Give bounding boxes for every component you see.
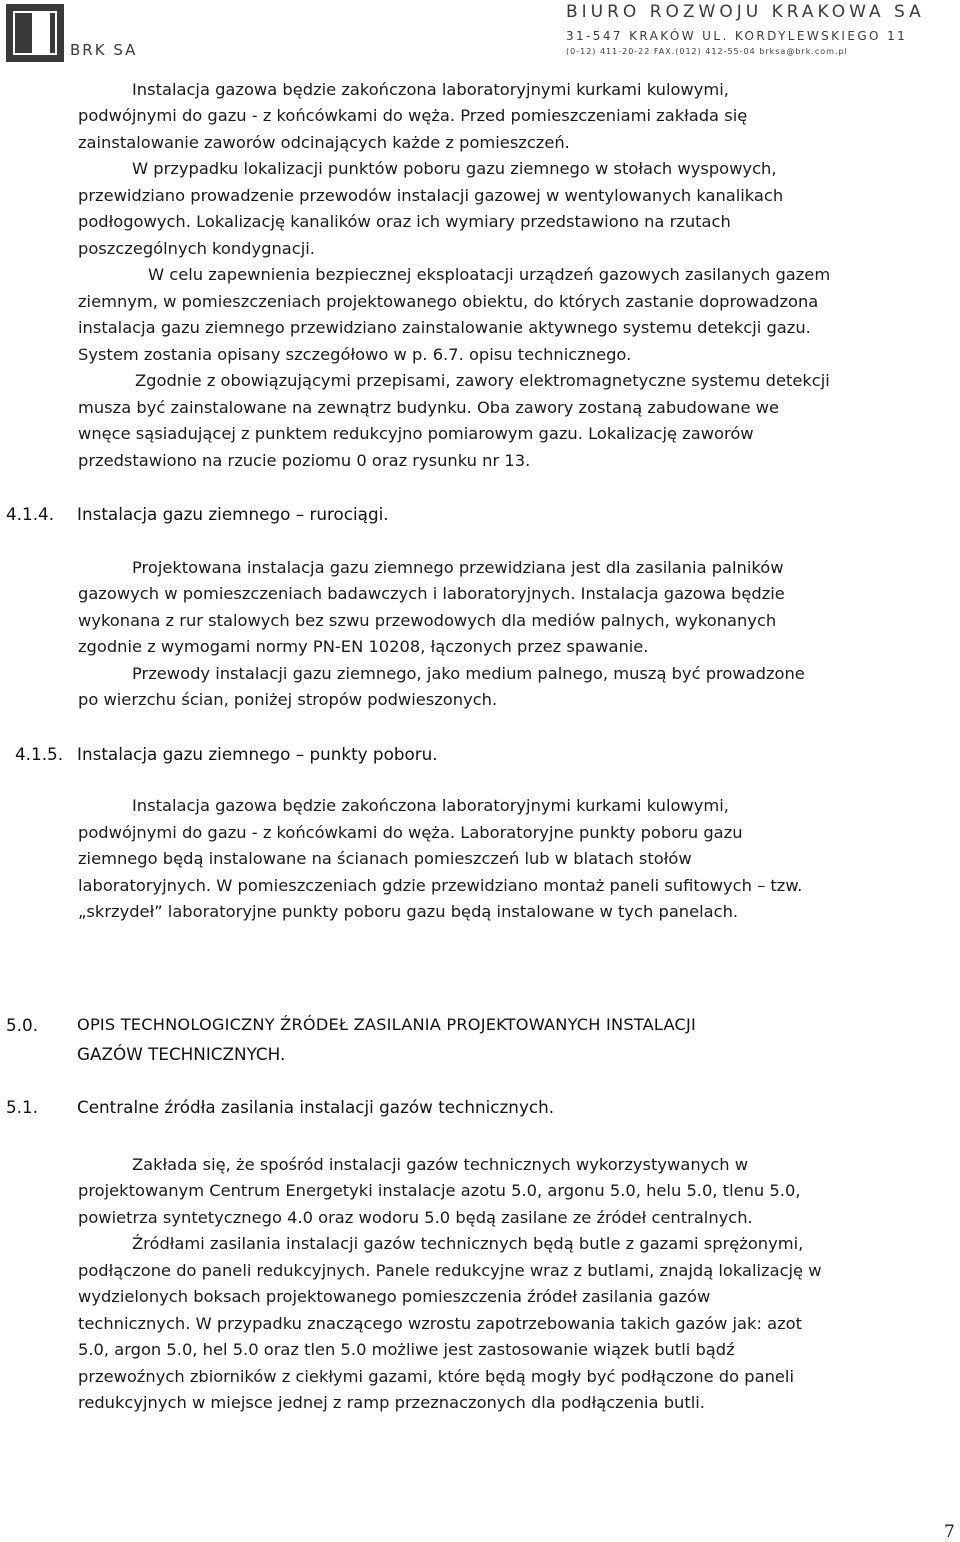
paragraph-line: Przewody instalacji gazu ziemnego, jako medium palnego, muszą być prowadzone bbox=[132, 664, 805, 683]
paragraph-line: wykonana z rur stalowych bez szwu przewodowych dla mediów palnych, wykonanych bbox=[78, 611, 777, 630]
company-name: BIURO ROZWOJU KRAKOWA SA bbox=[566, 2, 925, 22]
section-number: 5.0. bbox=[6, 1015, 39, 1035]
page-number: 7 bbox=[944, 1522, 955, 1542]
paragraph-line: podłączone do paneli redukcyjnych. Panele redukcyjne wraz z butlami, znajdą lokalizację w bbox=[78, 1261, 822, 1280]
paragraph-line: gazowych w pomieszczeniach badawczych i laboratoryjnych. Instalacja gazowa będzie bbox=[78, 584, 785, 603]
paragraph-line: po wierzchu ścian, poniżej stropów podwieszonych. bbox=[78, 690, 498, 709]
paragraph-line: zgodnie z wymogami normy PN-EN 10208, łączonych przez spawanie. bbox=[78, 637, 649, 656]
logo-text: BRK SA bbox=[70, 41, 138, 59]
company-contact: (0-12) 411-20-22 FAX.(012) 412-55-04 brksa@brk.com.pl bbox=[566, 47, 848, 56]
paragraph-line: zainstalowanie zaworów odcinających każde z pomieszczeń. bbox=[78, 133, 570, 152]
paragraph-line: podwójnymi do gazu - z końcówkami do węża. Laboratoryjne punkty poboru gazu bbox=[78, 823, 743, 842]
section-title: Centralne źródła zasilania instalacji gazów technicznych. bbox=[77, 1097, 555, 1117]
paragraph-line: instalacja gazu ziemnego przewidziano zainstalowanie aktywnego systemu detekcji gazu. bbox=[78, 318, 811, 337]
paragraph-line: technicznych. W przypadku znaczącego wzrostu zapotrzebowania takich gazów jak: azot bbox=[78, 1314, 802, 1333]
paragraph-line: podwójnymi do gazu - z końcówkami do węża. Przed pomieszczeniami zakłada się bbox=[78, 106, 748, 125]
paragraph-line: „skrzydeł” laboratoryjne punkty poboru gazu będą instalowane w tych panelach. bbox=[78, 902, 739, 921]
paragraph-line: redukcyjnych w miejsce jednej z ramp przeznaczonych dla podłączenia butli. bbox=[78, 1393, 705, 1412]
section-number: 4.1.4. bbox=[6, 504, 55, 524]
section-title-cont: GAZÓW TECHNICZNYCH. bbox=[77, 1044, 286, 1064]
paragraph-line: ziemnego będą instalowane na ścianach pomieszczeń lub w blatach stołów bbox=[78, 849, 692, 868]
paragraph-line: Projektowana instalacja gazu ziemnego przewidziana jest dla zasilania palników bbox=[132, 558, 784, 577]
paragraph-line: Źródłami zasilania instalacji gazów technicznych będą butle z gazami sprężonymi, bbox=[132, 1234, 804, 1253]
paragraph-line: przedstawiono na rzucie poziomu 0 oraz rysunku nr 13. bbox=[78, 451, 531, 470]
paragraph-line: projektowanym Centrum Energetyki instalacje azotu 5.0, argonu 5.0, helu 5.0, tlenu 5.0, bbox=[78, 1181, 801, 1200]
paragraph-line: W przypadku lokalizacji punktów poboru gazu ziemnego w stołach wyspowych, bbox=[132, 159, 777, 178]
paragraph-line: System zostania opisany szczegółowo w p. 6.7. opisu technicznego. bbox=[78, 345, 632, 364]
paragraph-line: ziemnym, w pomieszczeniach projektowanego obiektu, do których zastanie doprowadzona bbox=[78, 292, 819, 311]
paragraph-line: wydzielonych boksach projektowanego pomieszczenia źródeł zasilania gazów bbox=[78, 1287, 711, 1306]
section-number: 5.1. bbox=[6, 1097, 39, 1117]
paragraph-line: laboratoryjnych. W pomieszczeniach gdzie przewidziano montaż paneli sufitowych – tzw. bbox=[78, 876, 803, 895]
paragraph-line: poszczególnych kondygnacji. bbox=[78, 239, 315, 258]
paragraph-line: Zgodnie z obowiązującymi przepisami, zawory elektromagnetyczne systemu detekcji bbox=[135, 371, 830, 390]
section-title: OPIS TECHNOLOGICZNY ŹRÓDEŁ ZASILANIA PROJEKTOWANYCH INSTALACJI bbox=[77, 1015, 696, 1034]
section-title: Instalacja gazu ziemnego – rurociągi. bbox=[77, 504, 389, 524]
section-number: 4.1.5. bbox=[15, 744, 64, 764]
paragraph-line: Instalacja gazowa będzie zakończona laboratoryjnymi kurkami kulowymi, bbox=[132, 796, 729, 815]
logo-bar bbox=[32, 11, 50, 53]
paragraph-line: wnęce sąsiadującej z punktem redukcyjno pomiarowym gazu. Lokalizację zaworów bbox=[78, 424, 754, 443]
paragraph-line: Zakłada się, że spośród instalacji gazów technicznych wykorzystywanych w bbox=[132, 1155, 749, 1174]
paragraph-line: przewoźnych zbiorników z ciekłymi gazami, które będą mogły być podłączone do paneli bbox=[78, 1367, 794, 1386]
paragraph-line: Instalacja gazowa będzie zakończona laboratoryjnymi kurkami kulowymi, bbox=[132, 80, 729, 99]
section-title: Instalacja gazu ziemnego – punkty poboru. bbox=[77, 744, 438, 764]
paragraph-line: powietrza syntetycznego 4.0 oraz wodoru 5.0 będą zasilane ze źródeł centralnych. bbox=[78, 1208, 753, 1227]
paragraph-line: W celu zapewnienia bezpiecznej eksploatacji urządzeń gazowych zasilanych gazem bbox=[148, 265, 831, 284]
paragraph-line: przewidziano prowadzenie przewodów instalacji gazowej w wentylowanych kanalikach bbox=[78, 186, 784, 205]
paragraph-line: 5.0, argon 5.0, hel 5.0 oraz tlen 5.0 możliwe jest zastosowanie wiązek butli bądź bbox=[78, 1340, 735, 1359]
company-address: 31-547 KRAKÓW UL. KORDYLEWSKIEGO 11 bbox=[566, 29, 908, 43]
paragraph-line: podłogowych. Lokalizację kanalików oraz ich wymiary przedstawiono na rzutach bbox=[78, 212, 731, 231]
company-logo bbox=[6, 4, 64, 62]
paragraph-line: musza być zainstalowane na zewnątrz budynku. Oba zawory zostaną zabudowane we bbox=[78, 398, 779, 417]
